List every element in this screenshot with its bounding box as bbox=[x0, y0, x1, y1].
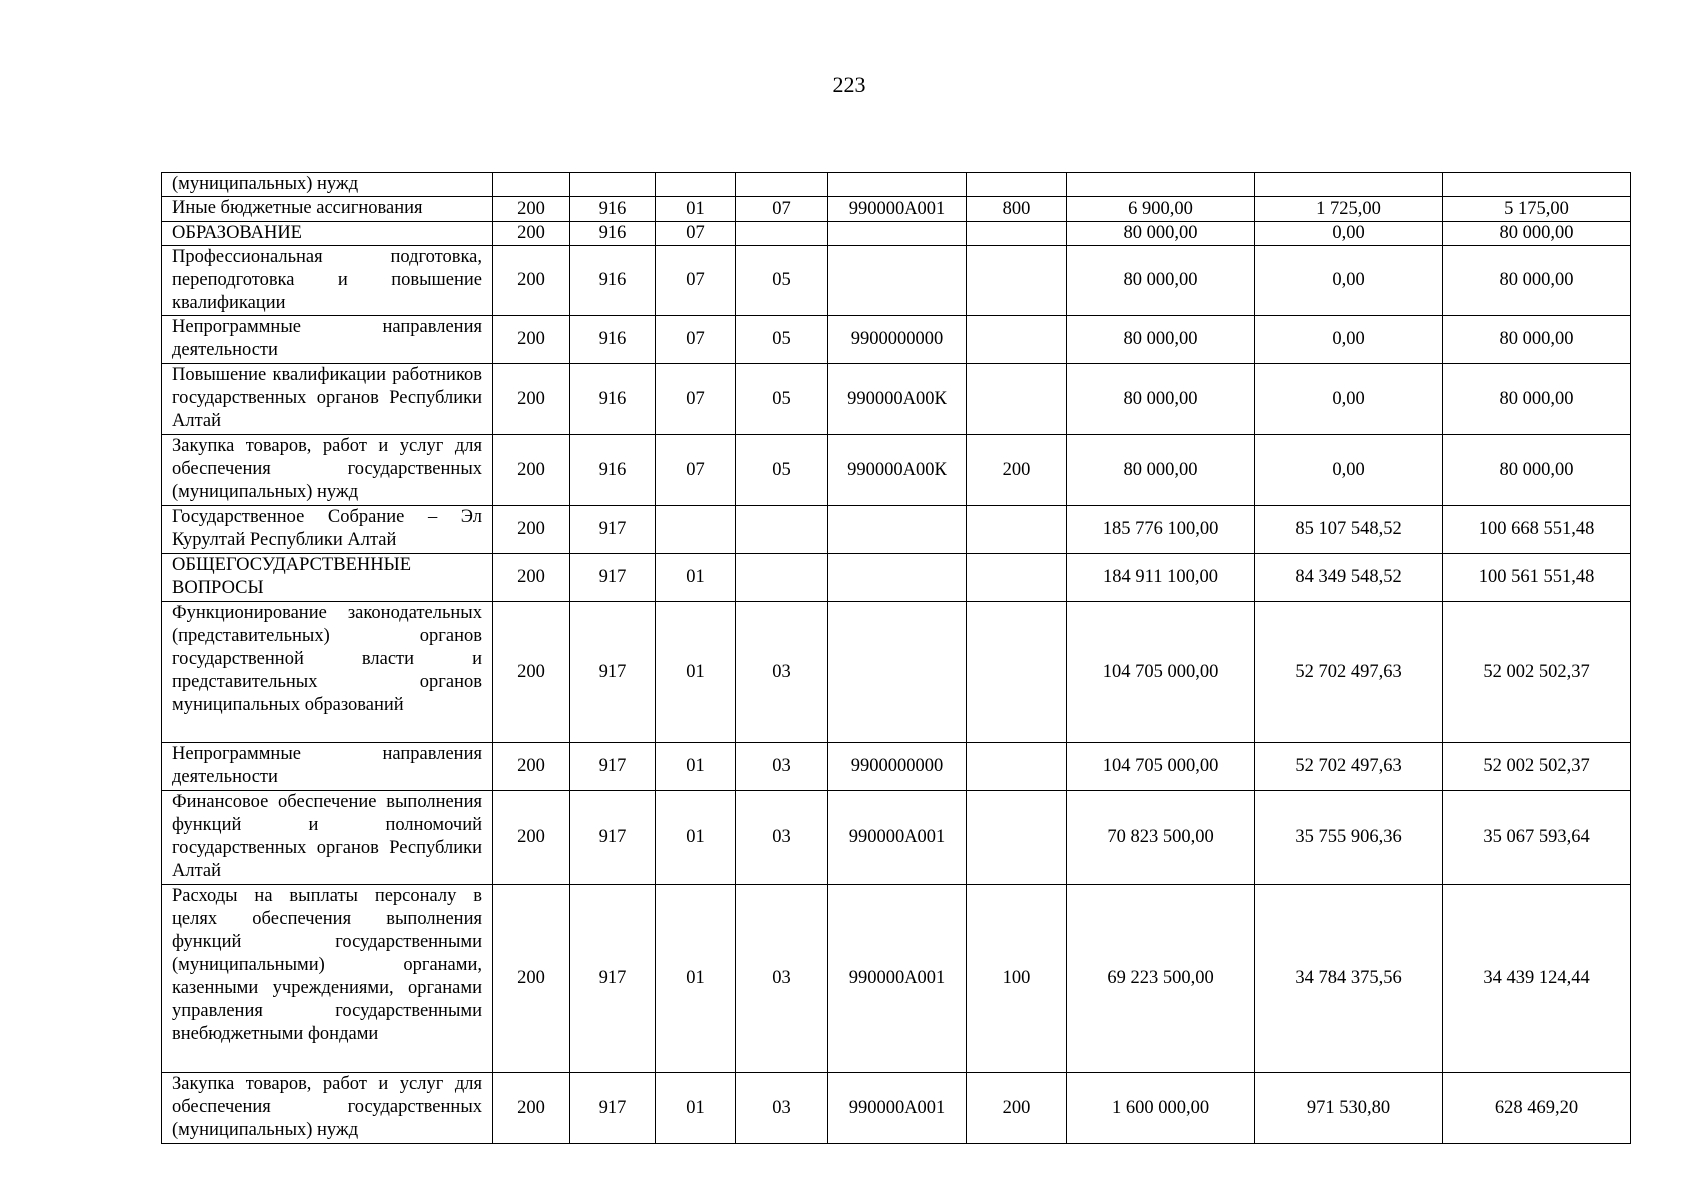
row-code-target bbox=[828, 506, 967, 554]
row-code-subsection: 05 bbox=[736, 316, 828, 364]
row-value-executed: 52 702 497,63 bbox=[1255, 743, 1443, 791]
table-row bbox=[162, 743, 1631, 791]
row-code-section bbox=[656, 506, 736, 554]
row-code-ministry: 917 bbox=[570, 554, 656, 602]
row-code-target bbox=[828, 222, 967, 246]
row-code-admin: 200 bbox=[493, 435, 570, 506]
row-value-remaining bbox=[1443, 173, 1631, 197]
table-row bbox=[162, 554, 1631, 602]
row-value-executed: 0,00 bbox=[1255, 364, 1443, 435]
table-row bbox=[162, 222, 1631, 246]
row-value-plan: 80 000,00 bbox=[1067, 246, 1255, 316]
row-code-section: 01 bbox=[656, 554, 736, 602]
row-name: Непрограммные направления деятельности bbox=[162, 743, 493, 791]
row-value-remaining: 628 469,20 bbox=[1443, 1073, 1631, 1144]
row-value-executed: 0,00 bbox=[1255, 246, 1443, 316]
row-value-remaining: 35 067 593,64 bbox=[1443, 791, 1631, 885]
row-code-subsection: 05 bbox=[736, 246, 828, 316]
row-value-executed: 85 107 548,52 bbox=[1255, 506, 1443, 554]
row-value-plan: 69 223 500,00 bbox=[1067, 885, 1255, 1073]
row-code-section: 01 bbox=[656, 197, 736, 222]
row-code-admin bbox=[493, 173, 570, 197]
row-code-subsection bbox=[736, 222, 828, 246]
row-name: (муниципальных) нужд bbox=[162, 173, 493, 197]
row-code-section: 07 bbox=[656, 246, 736, 316]
row-code-section: 07 bbox=[656, 435, 736, 506]
row-value-plan: 104 705 000,00 bbox=[1067, 602, 1255, 743]
row-code-subsection bbox=[736, 506, 828, 554]
row-code-admin: 200 bbox=[493, 316, 570, 364]
row-code-target bbox=[828, 602, 967, 743]
row-value-remaining: 52 002 502,37 bbox=[1443, 602, 1631, 743]
row-code-type bbox=[967, 743, 1067, 791]
row-code-type bbox=[967, 246, 1067, 316]
row-code-subsection: 03 bbox=[736, 602, 828, 743]
row-code-type bbox=[967, 602, 1067, 743]
row-value-remaining: 100 561 551,48 bbox=[1443, 554, 1631, 602]
row-code-ministry: 917 bbox=[570, 791, 656, 885]
row-name: Непрограммные направления деятельности bbox=[162, 316, 493, 364]
row-code-subsection: 05 bbox=[736, 435, 828, 506]
row-name: Иные бюджетные ассигнования bbox=[162, 197, 493, 222]
row-value-remaining: 52 002 502,37 bbox=[1443, 743, 1631, 791]
table-row bbox=[162, 435, 1631, 506]
row-value-plan: 80 000,00 bbox=[1067, 435, 1255, 506]
row-value-executed: 0,00 bbox=[1255, 316, 1443, 364]
row-code-ministry bbox=[570, 173, 656, 197]
row-value-remaining: 80 000,00 bbox=[1443, 316, 1631, 364]
row-name: Закупка товаров, работ и услуг для обеспечения государственных (муниципальных) нужд bbox=[162, 1073, 493, 1144]
row-value-plan bbox=[1067, 173, 1255, 197]
row-code-type bbox=[967, 506, 1067, 554]
row-code-ministry: 916 bbox=[570, 435, 656, 506]
row-code-subsection bbox=[736, 554, 828, 602]
row-code-section: 01 bbox=[656, 1073, 736, 1144]
row-value-remaining: 80 000,00 bbox=[1443, 364, 1631, 435]
row-value-executed: 1 725,00 bbox=[1255, 197, 1443, 222]
row-code-subsection: 05 bbox=[736, 364, 828, 435]
row-code-type: 200 bbox=[967, 435, 1067, 506]
row-code-ministry: 917 bbox=[570, 602, 656, 743]
row-code-section: 01 bbox=[656, 791, 736, 885]
row-value-plan: 1 600 000,00 bbox=[1067, 1073, 1255, 1144]
row-code-admin: 200 bbox=[493, 791, 570, 885]
table-row bbox=[162, 506, 1631, 554]
row-name: Закупка товаров, работ и услуг для обеспечения государственных (муниципальных) нужд bbox=[162, 435, 493, 506]
page-number: 223 bbox=[832, 72, 866, 97]
table-body bbox=[162, 173, 1631, 1144]
row-value-remaining: 80 000,00 bbox=[1443, 246, 1631, 316]
row-code-target: 9900000000 bbox=[828, 316, 967, 364]
row-code-subsection: 03 bbox=[736, 1073, 828, 1144]
row-code-section: 07 bbox=[656, 364, 736, 435]
table-row bbox=[162, 173, 1631, 197]
row-code-target: 990000А001 bbox=[828, 197, 967, 222]
row-value-executed: 0,00 bbox=[1255, 222, 1443, 246]
row-code-type bbox=[967, 173, 1067, 197]
row-code-section: 01 bbox=[656, 743, 736, 791]
row-value-executed bbox=[1255, 173, 1443, 197]
row-code-ministry: 916 bbox=[570, 246, 656, 316]
row-value-plan: 80 000,00 bbox=[1067, 364, 1255, 435]
row-code-admin: 200 bbox=[493, 885, 570, 1073]
table-row bbox=[162, 246, 1631, 316]
table-row bbox=[162, 791, 1631, 885]
row-code-target: 990000А001 bbox=[828, 1073, 967, 1144]
row-code-ministry: 916 bbox=[570, 222, 656, 246]
row-code-subsection: 03 bbox=[736, 791, 828, 885]
row-code-type: 100 bbox=[967, 885, 1067, 1073]
row-code-type bbox=[967, 316, 1067, 364]
row-code-ministry: 917 bbox=[570, 1073, 656, 1144]
row-code-ministry: 916 bbox=[570, 197, 656, 222]
row-code-target: 9900000000 bbox=[828, 743, 967, 791]
row-code-type bbox=[967, 791, 1067, 885]
row-name: Финансовое обеспечение выполнения функций и полномочий государственных органов Республики Алтай bbox=[162, 791, 493, 885]
row-value-executed: 52 702 497,63 bbox=[1255, 602, 1443, 743]
table-row bbox=[162, 364, 1631, 435]
row-value-remaining: 80 000,00 bbox=[1443, 222, 1631, 246]
table-row bbox=[162, 602, 1631, 743]
row-value-plan: 104 705 000,00 bbox=[1067, 743, 1255, 791]
row-code-admin: 200 bbox=[493, 743, 570, 791]
row-value-plan: 80 000,00 bbox=[1067, 222, 1255, 246]
row-code-target bbox=[828, 246, 967, 316]
row-value-remaining: 5 175,00 bbox=[1443, 197, 1631, 222]
row-code-admin: 200 bbox=[493, 197, 570, 222]
table-row bbox=[162, 316, 1631, 364]
row-code-admin: 200 bbox=[493, 506, 570, 554]
row-name: Функционирование законодательных (представительных) органов государственной власти и представительных органов муниципальных образований bbox=[162, 602, 493, 743]
row-code-admin: 200 bbox=[493, 602, 570, 743]
row-name: Государственное Собрание – Эл Курултай Республики Алтай bbox=[162, 506, 493, 554]
row-name: ОБЩЕГОСУДАРСТВЕННЫЕ ВОПРОСЫ bbox=[162, 554, 493, 602]
row-value-plan: 6 900,00 bbox=[1067, 197, 1255, 222]
budget-table bbox=[161, 172, 1631, 1144]
row-value-remaining: 34 439 124,44 bbox=[1443, 885, 1631, 1073]
row-name: Повышение квалификации работников государственных органов Республики Алтай bbox=[162, 364, 493, 435]
row-code-section: 07 bbox=[656, 222, 736, 246]
row-code-target bbox=[828, 554, 967, 602]
row-code-admin: 200 bbox=[493, 554, 570, 602]
row-code-admin: 200 bbox=[493, 246, 570, 316]
row-code-target: 990000А001 bbox=[828, 791, 967, 885]
row-value-plan: 70 823 500,00 bbox=[1067, 791, 1255, 885]
row-code-target bbox=[828, 173, 967, 197]
row-code-type bbox=[967, 222, 1067, 246]
row-code-section: 01 bbox=[656, 885, 736, 1073]
table-row bbox=[162, 1073, 1631, 1144]
row-code-admin: 200 bbox=[493, 222, 570, 246]
row-code-ministry: 917 bbox=[570, 743, 656, 791]
row-code-ministry: 916 bbox=[570, 364, 656, 435]
row-code-subsection: 07 bbox=[736, 197, 828, 222]
row-value-remaining: 80 000,00 bbox=[1443, 435, 1631, 506]
row-code-target: 990000А001 bbox=[828, 885, 967, 1073]
row-value-plan: 184 911 100,00 bbox=[1067, 554, 1255, 602]
row-name: ОБРАЗОВАНИЕ bbox=[162, 222, 493, 246]
row-code-type: 800 bbox=[967, 197, 1067, 222]
row-code-subsection: 03 bbox=[736, 885, 828, 1073]
row-code-target: 990000А00К bbox=[828, 364, 967, 435]
row-value-plan: 185 776 100,00 bbox=[1067, 506, 1255, 554]
row-value-remaining: 100 668 551,48 bbox=[1443, 506, 1631, 554]
row-code-ministry: 916 bbox=[570, 316, 656, 364]
row-code-admin: 200 bbox=[493, 364, 570, 435]
row-code-type bbox=[967, 554, 1067, 602]
row-code-subsection: 03 bbox=[736, 743, 828, 791]
row-value-executed: 84 349 548,52 bbox=[1255, 554, 1443, 602]
row-value-executed: 971 530,80 bbox=[1255, 1073, 1443, 1144]
row-code-section: 01 bbox=[656, 602, 736, 743]
table-row bbox=[162, 885, 1631, 1073]
row-value-executed: 34 784 375,56 bbox=[1255, 885, 1443, 1073]
row-name: Расходы на выплаты персоналу в целях обеспечения выполнения функций государственными (муниципальными) органами, казенными учреждениями, органами управления государственными внебюджетными фондами bbox=[162, 885, 493, 1073]
row-value-executed: 35 755 906,36 bbox=[1255, 791, 1443, 885]
table-row bbox=[162, 197, 1631, 222]
row-code-type: 200 bbox=[967, 1073, 1067, 1144]
row-code-section: 07 bbox=[656, 316, 736, 364]
row-code-target: 990000А00К bbox=[828, 435, 967, 506]
row-code-type bbox=[967, 364, 1067, 435]
row-code-admin: 200 bbox=[493, 1073, 570, 1144]
row-code-ministry: 917 bbox=[570, 885, 656, 1073]
row-value-plan: 80 000,00 bbox=[1067, 316, 1255, 364]
row-name: Профессиональная подготовка, переподготовка и повышение квалификации bbox=[162, 246, 493, 316]
row-value-executed: 0,00 bbox=[1255, 435, 1443, 506]
row-code-ministry: 917 bbox=[570, 506, 656, 554]
row-code-subsection bbox=[736, 173, 828, 197]
row-code-section bbox=[656, 173, 736, 197]
